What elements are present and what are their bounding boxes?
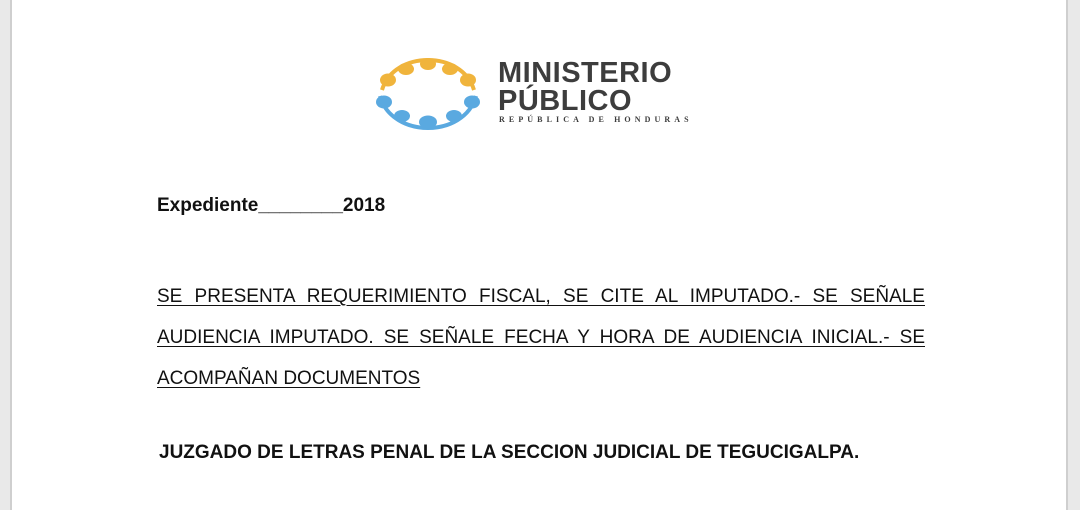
people-circle-emblem-icon (368, 52, 488, 134)
logo-subtitle: REPÚBLICA DE HONDURAS (499, 115, 693, 124)
ministerio-publico-logo (368, 52, 738, 134)
subject-line: ACOMPAÑAN DOCUMENTOS (157, 368, 421, 389)
logo-title-line1: MINISTERIO (498, 57, 673, 89)
subject-line: AUDIENCIA IMPUTADO. SE SEÑALE FECHA Y HORA DE AUDIENCIA INICIAL.- SE (157, 327, 925, 348)
subject-line: SE PRESENTA REQUERIMIENTO FISCAL, SE CITE AL IMPUTADO.- SE SEÑALE (157, 286, 925, 307)
document-page (10, 0, 1068, 510)
logo-title-line2: PÚBLICO (498, 85, 632, 117)
document-subject (157, 276, 925, 399)
court-addressee: JUZGADO DE LETRAS PENAL DE LA SECCION JUDICIAL DE TEGUCIGALPA. (159, 442, 860, 463)
expediente-number: Expediente________2018 (157, 195, 386, 216)
